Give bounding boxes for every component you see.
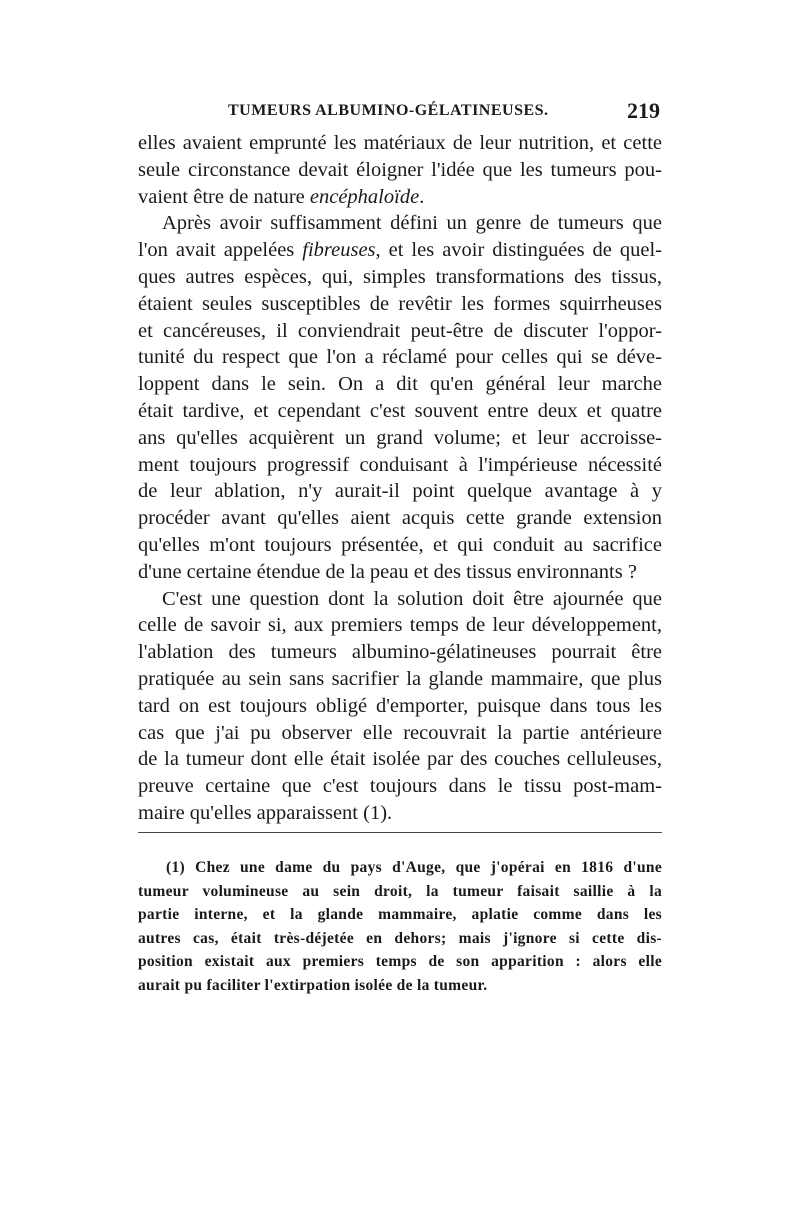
page-number: 219 [627,98,660,123]
running-title: TUMEURS ALBUMINO-GÉLATINEUSES. [228,102,549,119]
text-line: tunité du respect que l'on a réclamé pour celles qui se déve- [138,346,662,369]
footnote-line: autres cas, était très-déjetée en dehors; mais j'ignore si cette dis- [138,929,662,947]
footnote-divider [138,832,662,833]
text-line: qu'elles m'ont toujours présentée, et qui conduit au sacrifice [138,533,662,556]
text-line: ans qu'elles acquièrent un grand volume; et leur accroisse- [138,426,662,449]
text-line: procéder avant qu'elles aient acquis cette grande extension [138,507,662,530]
footnote [138,856,662,998]
text-line: pratiquée au sein sans sacrifier la glande mammaire, que plus [138,667,662,690]
main-text [138,130,662,827]
footnote-line: partie interne, et la glande mammaire, aplatie comme dans les [138,906,662,924]
footnote-line: tumeur volumineuse au sein droit, la tumeur faisait saillie à la [138,882,662,900]
running-header [140,100,660,124]
text-line: tard on est toujours obligé d'emporter, puisque dans tous les [138,694,662,717]
text-fragment: . [419,185,425,208]
text-line: était tardive, et cependant c'est souvent entre deux et quatre [138,399,662,422]
text-line: de la tumeur dont elle était isolée par des couches celluleuses, [138,748,662,771]
text-line [138,237,662,264]
footnote-line: position existait aux premiers temps de son apparition : alors elle [138,953,662,971]
text-line: preuve certaine que c'est toujours dans le tissu post-mam- [138,775,662,798]
footnote-line: aurait pu faciliter l'extirpation isolée de la tumeur. [138,976,488,994]
text-line: cas que j'ai pu observer elle recouvrait la partie antérieure [138,721,662,744]
emphasized-term: encéphaloïde [309,185,420,208]
text-line: et cancéreuses, il conviendrait peut-être de discuter l'oppor- [138,319,662,342]
text-line: elles avaient emprunté les matériaux de leur nutrition, et cette [138,132,662,154]
footnote-line: (1) Chez une dame du pays d'Auge, que j'opérai en 1816 d'une [166,859,662,876]
text-line: étaient seules susceptibles de revêtir les formes squirrheuses [138,292,662,315]
text-line: celle de savoir si, aux premiers temps de leur développement, [138,614,662,637]
text-line: de leur ablation, n'y aurait-il point quelque avantage à y [138,480,662,503]
text-line: l'ablation des tumeurs albumino-gélatineuses pourrait être [138,641,662,664]
text-line: d'une certaine étendue de la peau et des tissus environnants ? [138,560,637,583]
text-line [138,184,662,211]
paragraph-start-line: C'est une question dont la solution doit être ajournée que [162,587,662,610]
paragraph-start-line: Après avoir suffisamment défini un genre de tumeurs que [162,212,662,235]
text-fragment: , et les avoir distinguées de quel- [375,239,662,262]
emphasized-term: fibreuses [302,239,376,262]
text-fragment: l'on avait appelées [138,239,303,262]
text-line: loppent dans le sein. On a dit qu'en général leur marche [138,373,662,396]
text-line: seule circonstance devait éloigner l'idée que les tumeurs pou- [138,158,662,181]
text-line: maire qu'elles apparaissent (1). [138,801,393,824]
text-line: ment toujours progressif conduisant à l'impérieuse nécessité [138,453,662,476]
text-fragment: vaient être de nature [138,185,310,208]
text-line: ques autres espèces, qui, simples transformations des tissus, [138,265,662,288]
